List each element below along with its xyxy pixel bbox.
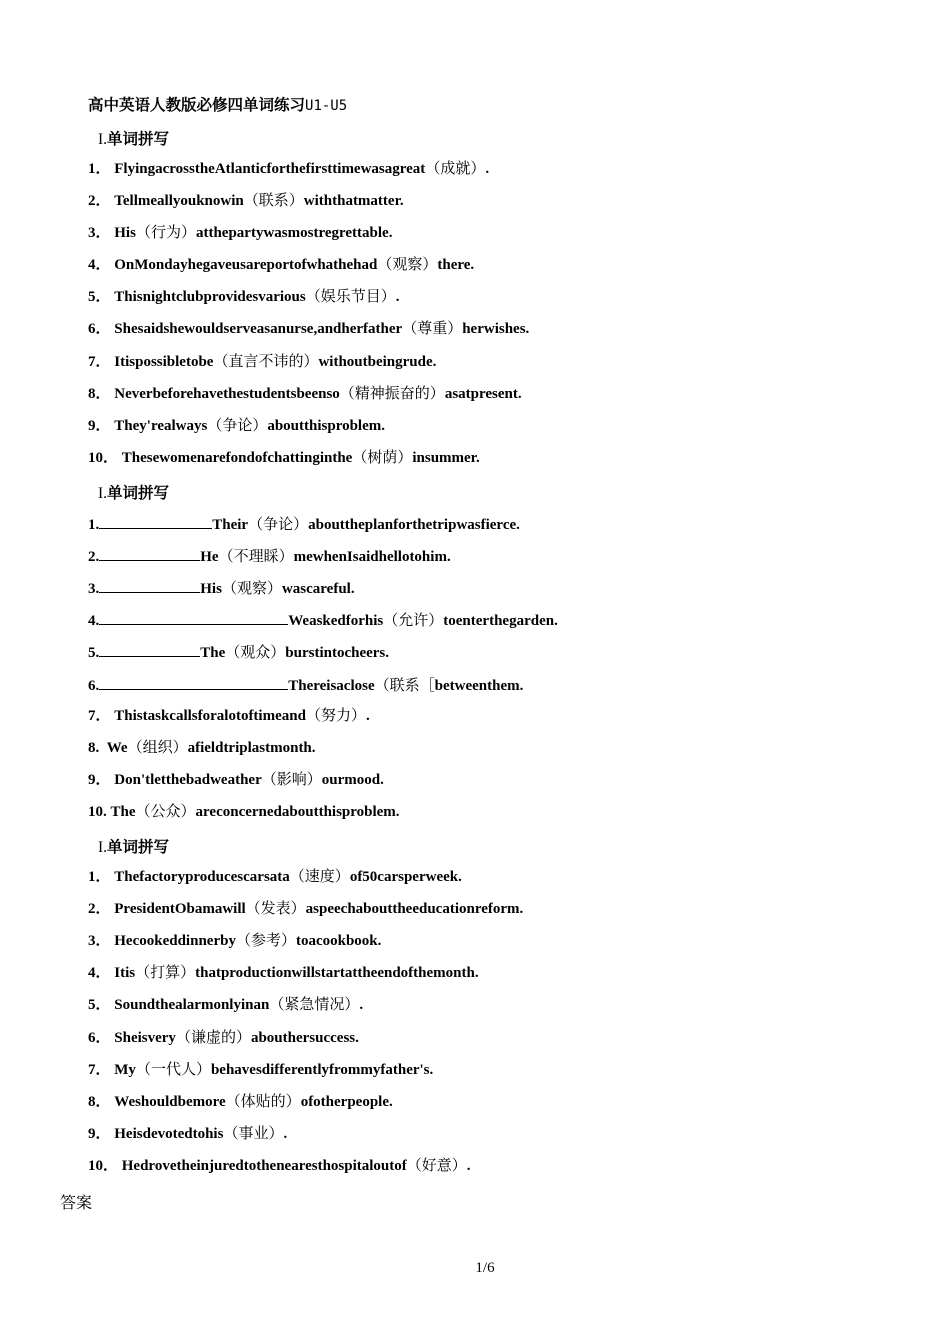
exercise-item: 10. The（公众）areconcernedaboutthisproblem. <box>88 804 400 820</box>
exercise-item: 4. Weaskedforhis（允许）toenterthegarden. <box>88 610 558 630</box>
exercise-item: 6. Thereisaclose（联系［betweenthem. <box>88 675 523 695</box>
exercise-item: 3． Hecookeddinnerby（参考）toacookbook. <box>88 933 382 949</box>
exercise-item: 1. Their（争论）abouttheplanforthetripwasfierce. <box>88 514 520 534</box>
exercise-item: 3. His（观察）wascareful. <box>88 578 355 598</box>
section-heading: I.单词拼写 <box>98 839 170 856</box>
exercise-item: 3． His（行为）atthepartywasmostregrettable. <box>88 225 393 241</box>
exercise-item: 8． Neverbeforehavethestudentsbeenso（精神振奋的）asatpresent. <box>88 386 522 402</box>
exercise-item: 1． FlyingacrosstheAtlanticforthefirsttimewasagreat（成就）. <box>88 161 490 177</box>
answer-blank[interactable] <box>99 546 200 561</box>
exercise-item: 2． Tellmeallyouknowin（联系）withthatmatter. <box>88 193 404 209</box>
exercise-item: 7． Itispossibletobe（直言不讳的）withoutbeingrude. <box>88 354 437 370</box>
exercise-item: 9． Heisdevotedtohis（事业）. <box>88 1126 288 1142</box>
exercise-item: 10． Thesewomenarefondofchattinginthe（树荫）insummer. <box>88 450 480 466</box>
answer-blank[interactable] <box>99 514 212 529</box>
exercise-item: 2. He（不理睬）mewhenIsaidhellotohim. <box>88 546 451 566</box>
exercise-item: 4． Itis（打算）thatproductionwillstartattheendofthemonth. <box>88 965 479 981</box>
exercise-item: 8． Weshouldbemore（体贴的）ofotherpeople. <box>88 1094 393 1110</box>
exercise-item: 1． Thefactoryproducescarsata（速度）of50carsperweek. <box>88 869 462 885</box>
exercise-item: 7． Thistaskcallsforalotoftimeand（努力）. <box>88 708 370 724</box>
exercise-item: 6． Sheisvery（谦虚的）abouthersuccess. <box>88 1030 359 1046</box>
exercise-item: 5． Soundthealarmonlyinan（紧急情况）. <box>88 997 364 1013</box>
page-number: 1/6 <box>475 1260 495 1276</box>
exercise-item: 7． My（一代人）behavesdifferentlyfrommyfather's. <box>88 1062 434 1078</box>
exercise-item: 6． Shesaidshewouldserveasanurse,andherfather（尊重）herwishes. <box>88 321 530 337</box>
section-heading: I.单词拼写 <box>98 485 170 502</box>
exercise-item: 2． PresidentObamawill（发表）aspeechabouttheeducationreform. <box>88 901 524 917</box>
exercise-item: 9． They'realways（争论）aboutthisproblem. <box>88 418 386 434</box>
exercise-item: 9． Don'tletthebadweather（影响）ourmood. <box>88 772 384 788</box>
exercise-item: 8. We（组织）afieldtriplastmonth. <box>88 740 316 756</box>
answer-blank[interactable] <box>99 675 288 690</box>
section-heading: I.单词拼写 <box>98 131 170 148</box>
exercise-item: 5． Thisnightclubprovidesvarious（娱乐节目）. <box>88 289 400 305</box>
exercise-item: 4． OnMondayhegaveusareportofwhathehad（观察）there. <box>88 257 475 273</box>
page-title: 高中英语人教版必修四单词练习U1-U5 <box>88 97 348 114</box>
exercise-item: 5. The（观众）burstintocheers. <box>88 642 389 662</box>
exercise-item: 10． Hedrovetheinjuredtothenearesthospitaloutof（好意）. <box>88 1158 471 1174</box>
answer-blank[interactable] <box>99 578 200 593</box>
answer-blank[interactable] <box>99 610 288 625</box>
answer-heading: 答案 <box>60 1195 93 1212</box>
answer-blank[interactable] <box>99 642 200 657</box>
